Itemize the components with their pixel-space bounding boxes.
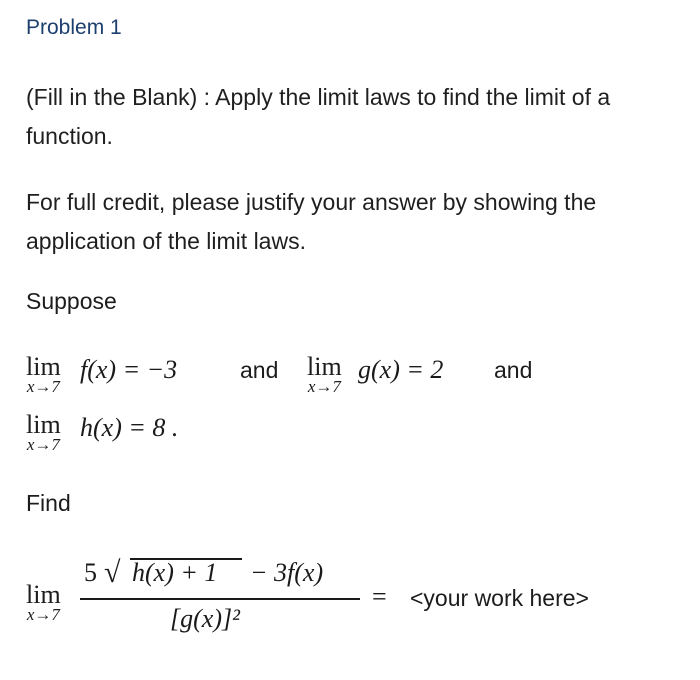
target-limit-operator xyxy=(26,580,61,625)
lim-text: lim xyxy=(26,580,61,609)
problem-title: Problem 1 xyxy=(26,16,122,39)
lim-text: lim xyxy=(26,352,61,381)
limit-h-operator xyxy=(26,410,61,455)
answer-placeholder[interactable]: <your work here> xyxy=(410,585,589,611)
and-connector-2: and xyxy=(494,357,533,383)
lim-subscript: x→7 xyxy=(307,377,341,396)
equals-sign: = xyxy=(372,582,387,611)
fraction-bar xyxy=(80,598,360,600)
problem-instruction: For full credit, please justify your answer by showing the application of the limit laws. xyxy=(26,189,597,254)
problem-intro: (Fill in the Blank) : Apply the limit laws to find the limit of a function. xyxy=(26,84,611,149)
suppose-label: Suppose xyxy=(26,288,117,314)
sqrt-icon: √ xyxy=(104,556,121,589)
numerator-rest: − 3f(x) xyxy=(250,558,324,587)
sqrt-argument: h(x) + 1 xyxy=(132,558,218,587)
lim-subscript: x→7 xyxy=(26,435,60,454)
and-connector-1: and xyxy=(240,357,279,383)
lim-subscript: x→7 xyxy=(26,377,60,396)
lim-text: lim xyxy=(26,410,61,439)
find-label: Find xyxy=(26,490,71,516)
limit-f-operator xyxy=(26,352,61,397)
numerator-coefficient: 5 xyxy=(84,558,97,587)
lim-text: lim xyxy=(307,352,342,381)
denominator: [g(x)]² xyxy=(170,604,240,633)
limit-g-expression: g(x) = 2 xyxy=(358,355,444,384)
limit-h-expression: h(x) = 8 . xyxy=(80,413,179,442)
limit-g-operator xyxy=(307,352,342,397)
lim-subscript: x→7 xyxy=(26,605,60,624)
limit-f-expression: f(x) = −3 xyxy=(80,355,178,384)
